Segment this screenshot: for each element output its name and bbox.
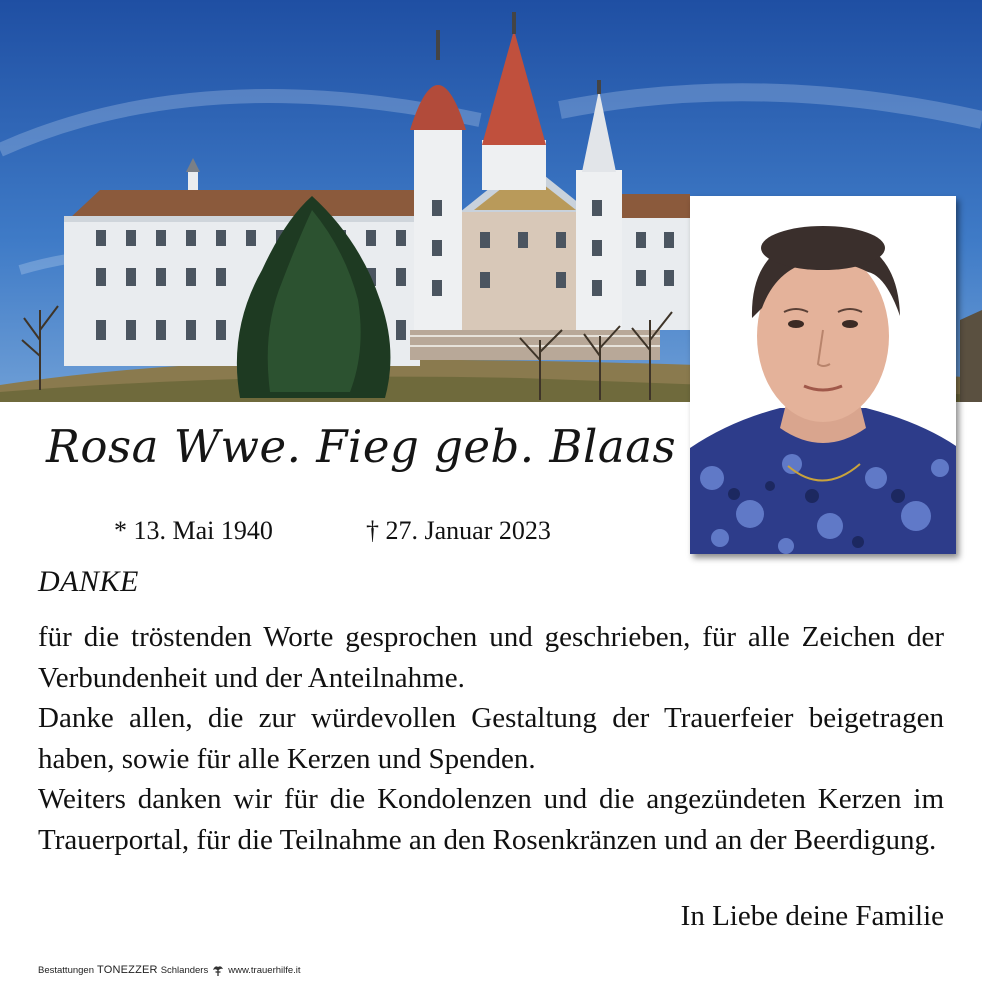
message-paragraph: Weiters danken wir für die Kondolenzen und die angezündeten Kerzen im Trauerportal, für die Teilnahme an den Rosenkränzen und an der Beerdigung.	[38, 783, 944, 856]
footer-brand: TONEZZER	[97, 964, 158, 976]
birth-date: * 13. Mai 1940	[114, 516, 273, 545]
funeral-home-footer	[38, 964, 301, 976]
thanks-heading: DANKE	[38, 565, 139, 598]
footer-suffix: Schlanders	[160, 964, 209, 976]
message-paragraph: Danke allen, die zur würdevollen Gestaltung der Trauerfeier beigetragen haben, sowie für alle Kerzen und Spenden.	[38, 702, 944, 775]
message-paragraph: für die tröstenden Worte gesprochen und geschrieben, für alle Zeichen der Verbundenheit und der Anteilnahme.	[38, 621, 944, 694]
portrait-photo	[690, 196, 956, 554]
deceased-name: Rosa Wwe. Fieg geb. Blaas	[46, 420, 677, 473]
death-date: † 27. Januar 2023	[366, 516, 551, 545]
portrait-image	[690, 196, 956, 554]
family-signature: In Liebe deine Familie	[680, 900, 944, 932]
thanks-message	[38, 617, 944, 860]
footer-website[interactable]: www.trauerhilfe.it	[228, 964, 301, 976]
trauerhilfe-logo-icon	[211, 964, 225, 976]
footer-prefix: Bestattungen	[38, 964, 94, 976]
